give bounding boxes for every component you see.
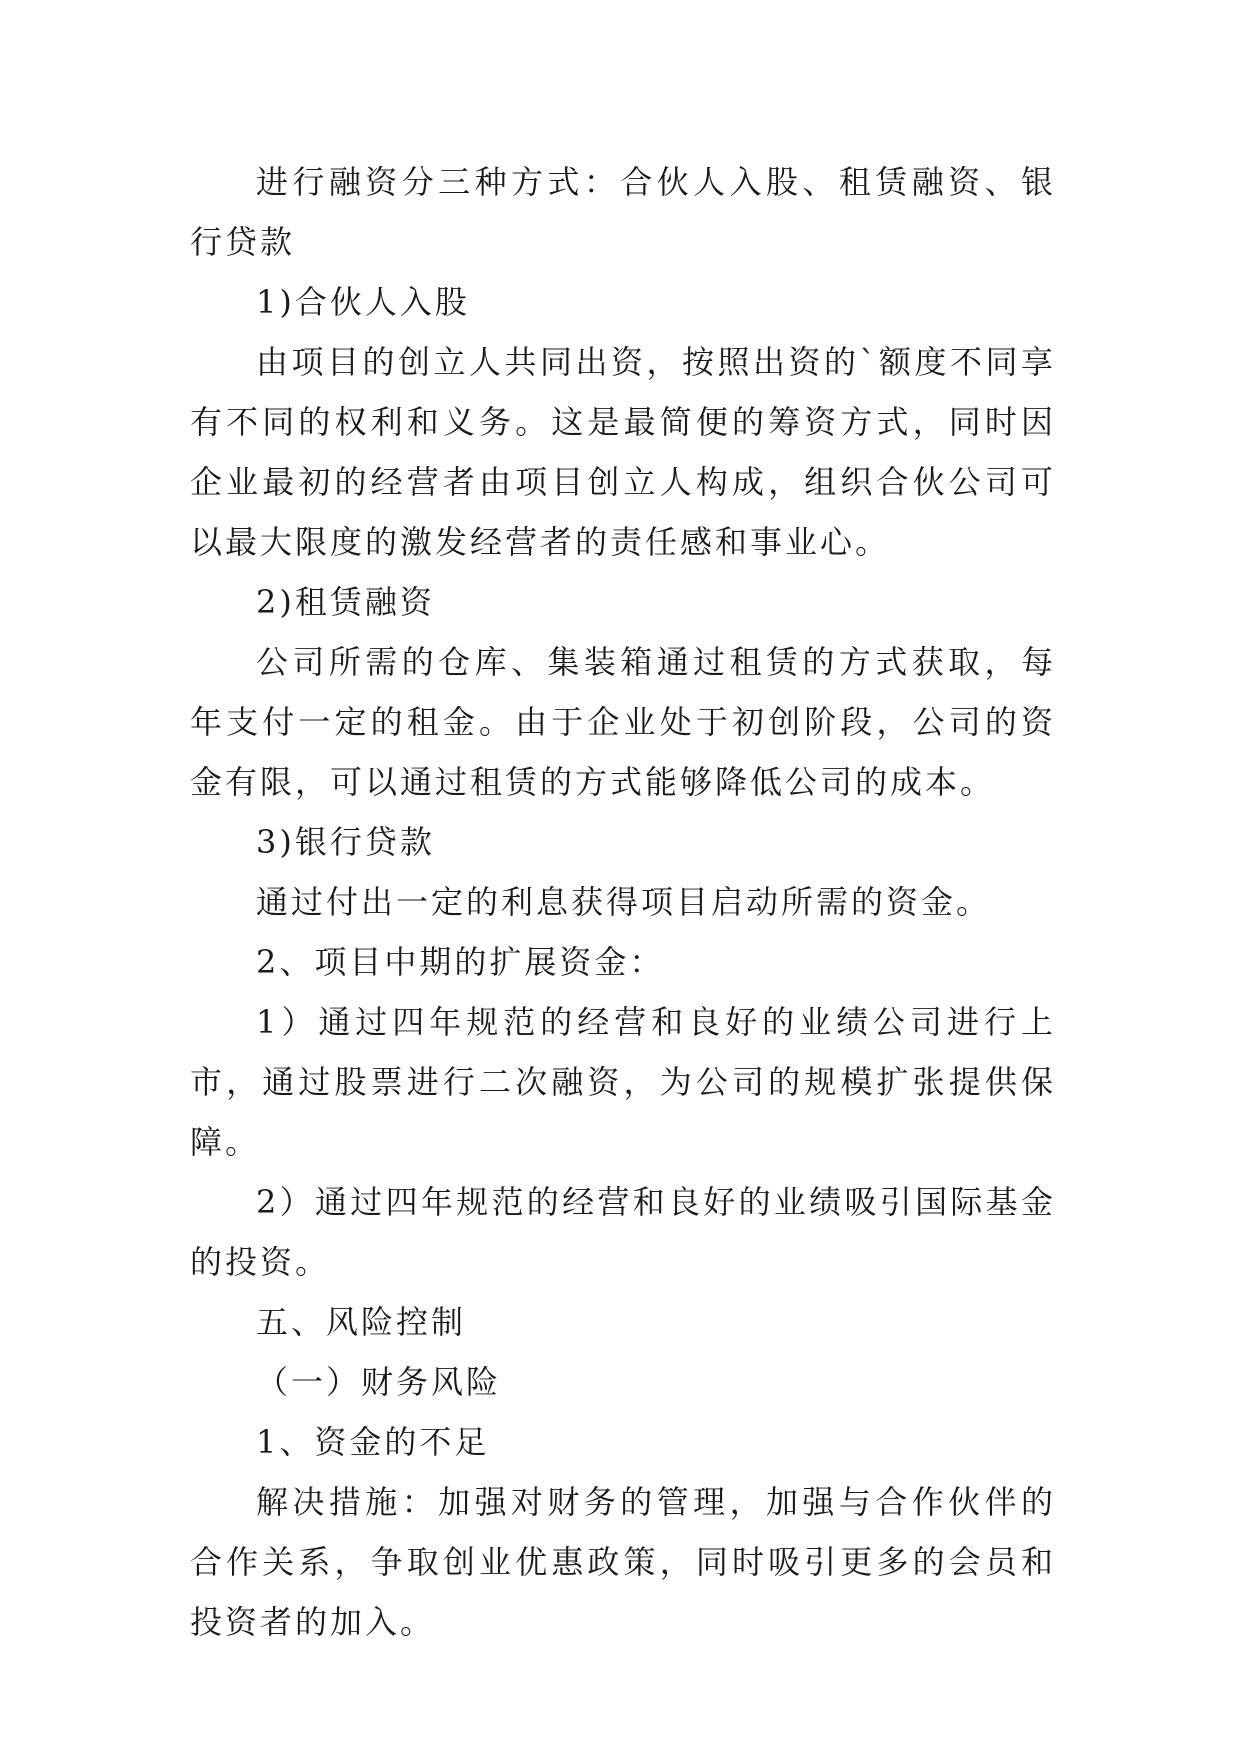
paragraph-solutions: 解决措施：加强对财务的管理，加强与合作伙伴的合作关系，争取创业优惠政策，同时吸引更多的会员和投资者的加入。 bbox=[190, 1483, 1056, 1641]
subheading-lease-financing: 2)租赁融资 bbox=[256, 583, 435, 621]
paragraph-bank-loan: 通过付出一定的利息获得项目启动所需的资金。 bbox=[256, 883, 992, 921]
subheading-partner-equity: 1)合伙人入股 bbox=[256, 283, 470, 321]
subheading-bank-loan: 3)银行贷款 bbox=[256, 823, 435, 861]
heading-risk-control: 五、风险控制 bbox=[256, 1303, 467, 1341]
paragraph-financing-methods: 进行融资分三种方式：合伙人入股、租赁融资、银行贷款 bbox=[190, 163, 1056, 261]
paragraph-partner-equity: 由项目的创立人共同出资，按照出资的`额度不同享有不同的权利和义务。这是最简便的筹资方式，同时因企业最初的经营者由项目创立人构成，组织合伙公司可以最大限度的激发经营者的责任感和事业心。 bbox=[190, 343, 1056, 561]
subheading-insufficient-funds: 1、资金的不足 bbox=[256, 1423, 490, 1461]
paragraph-lease-financing: 公司所需的仓库、集装箱通过租赁的方式获取，每年支付一定的租金。由于企业处于初创阶段，公司的资金有限，可以通过租赁的方式能够降低公司的成本。 bbox=[190, 643, 1056, 801]
document-body bbox=[190, 152, 1056, 1652]
paragraph-ipo: 1）通过四年规范的经营和良好的业绩公司进行上市，通过股票进行二次融资，为公司的规模扩张提供保障。 bbox=[190, 1003, 1056, 1161]
subheading-financial-risk: （一）财务风险 bbox=[256, 1363, 502, 1401]
heading-mid-term-funding: 2、项目中期的扩展资金： bbox=[256, 943, 665, 981]
paragraph-international-fund: 2）通过四年规范的经营和良好的业绩吸引国际基金的投资。 bbox=[190, 1183, 1056, 1281]
